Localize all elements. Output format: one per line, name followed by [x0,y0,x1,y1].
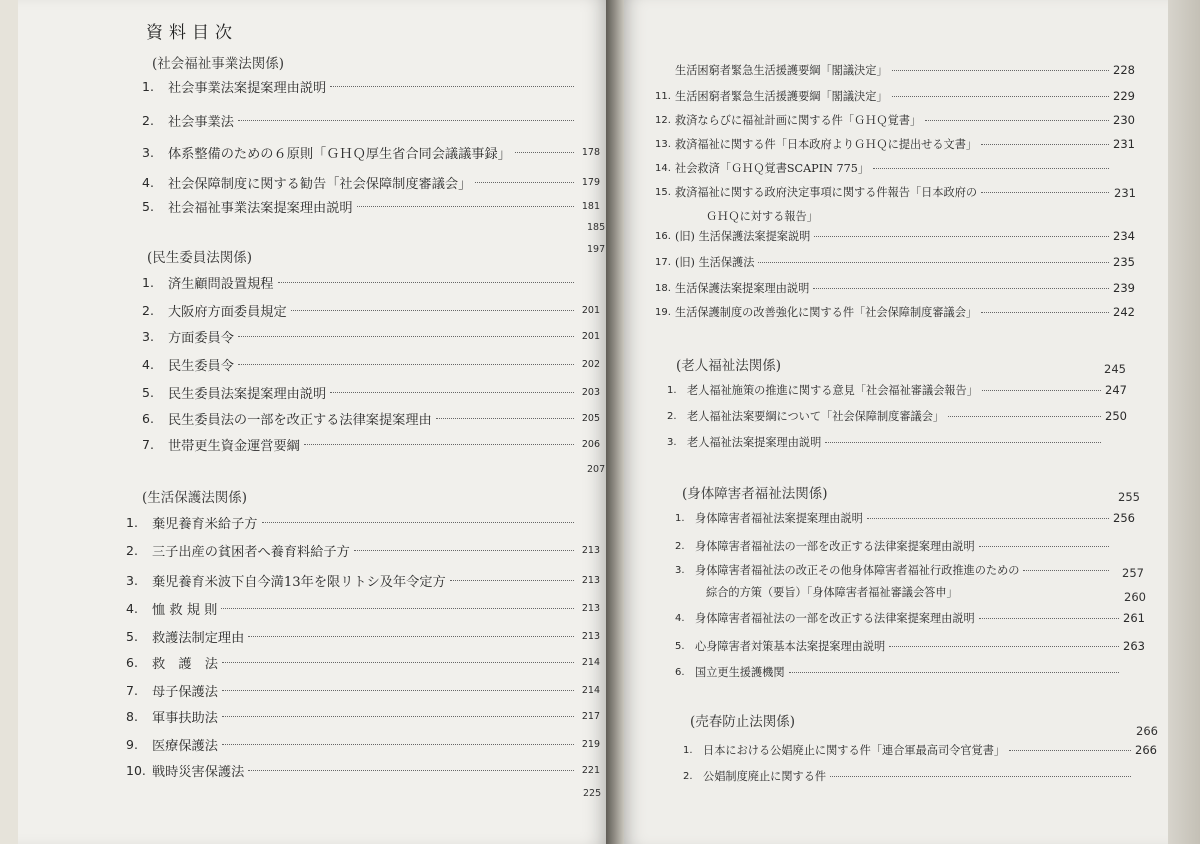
entry-title: 母子保護法 [152,684,218,700]
entry-title: 棄児養育米給子方 [152,516,258,532]
entry-page: 256 [1113,511,1135,525]
leader-dots [450,580,574,581]
entry-title: 済生顧問設置規程 [168,276,274,292]
toc-entry [142,76,600,96]
entry-title: 戦時災害保護法 [152,764,245,780]
entry-title: 恤 救 規 則 [152,602,218,618]
toc-entry [675,508,1135,528]
leader-dots [248,636,574,637]
entry-number: 3. [126,572,138,588]
entry-title: 老人福祉法案提案理由説明 [687,436,822,449]
toc-entry [126,652,600,672]
entry-number: 15. [655,186,671,198]
leader-dots [979,618,1119,619]
toc-entry [655,182,1135,202]
leader-dots [330,86,574,87]
entry-number: 4. [142,174,154,190]
entry-page: 201 [581,304,600,316]
entry-number: 1. [126,514,138,530]
leader-dots [436,418,574,419]
leader-dots [238,364,574,365]
entry-page: 231 [1113,137,1135,151]
section-heading: (売春防止法関係) [690,714,796,730]
page-number: 207 [587,464,606,475]
entry-continuation: ＧＨＱに対する報告」 [706,210,818,223]
entry-page: 178 [581,146,600,158]
toc-entry [655,86,1135,106]
entry-title: 公娼制度廃止に関する件 [703,770,827,783]
page-number: 260 [1124,590,1146,604]
toc-entry [126,598,600,618]
entry-number: 2. [667,410,677,422]
entry-title: 棄児養育米波下自今満13年を限リトシ及年令定方 [152,574,446,590]
entry-number: 5. [142,198,154,214]
entry-page: 179 [581,176,600,188]
toc-entry [655,302,1135,322]
leader-dots [354,550,574,551]
leader-dots [221,608,574,609]
toc-entry [655,278,1135,298]
page-number: 231 [1114,186,1136,200]
leader-dots [515,152,574,153]
entry-page: 213 [581,574,600,586]
leader-dots [222,690,574,691]
section-heading: (生活保護法関係) [142,490,248,506]
entry-title: 身体障害者福祉法案提案理由説明 [695,512,863,525]
leader-dots [814,236,1109,237]
entry-number: 10. [126,762,146,778]
leader-dots [825,442,1101,443]
entry-title: 身体障害者福祉法の一部を改正する法律案提案理由説明 [695,540,975,553]
entry-page: 202 [581,358,600,370]
entry-number: 14. [655,162,671,174]
entry-title: 社会事業法案提案理由説明 [168,80,327,96]
toc-entry [126,760,600,780]
entry-title: 生活保護法案提案理由説明 [675,282,810,295]
entry-page: 235 [1113,255,1135,269]
leader-dots [830,776,1131,777]
leader-dots [248,770,574,771]
leader-dots [475,182,574,183]
entry-page: 219 [581,738,600,750]
entry-page: 261 [1123,611,1145,625]
entry-title: 三子出産の貧困者へ養育料給子方 [152,544,350,560]
page-number: 257 [1122,566,1144,580]
leader-dots [238,120,574,121]
page-number: 255 [1118,490,1140,504]
entry-title: 老人福祉法案要綱について「社会保障制度審議会」 [687,410,945,423]
entry-title: 日本における公娼廃止に関する件「連合軍最高司令官覚書」 [703,744,1006,757]
toc-entry [126,734,600,754]
entry-number: 3. [675,564,685,576]
entry-number: 16. [655,230,671,242]
section-heading: (民生委員法関係) [147,250,253,266]
toc-entry [667,432,1127,452]
page-number: 197 [587,244,606,255]
entry-number: 13. [655,138,671,150]
entry-title: (旧) 生活保護法案提案説明 [675,230,811,243]
entry-title: 社会福祉事業法案提案理由説明 [168,200,353,216]
entry-title: 社会救済「ＧＨＱ覚書SCAPIN 775」 [675,162,870,175]
toc-entry [683,740,1157,760]
entry-number: 2. [142,112,154,128]
toc-entry [655,226,1135,246]
toc-entry [142,382,600,402]
leader-dots [357,206,574,207]
entry-number: 19. [655,306,671,318]
entry-number: 2. [126,542,138,558]
entry-number: 1. [683,744,693,756]
entry-page: 228 [1113,63,1135,77]
entry-page: 239 [1113,281,1135,295]
toc-entry [675,560,1135,580]
entry-page: 181 [581,200,600,212]
toc-entry [142,434,600,454]
entry-page: 250 [1105,409,1127,423]
leader-dots [892,96,1109,97]
entry-number: 4. [675,612,685,624]
leader-dots [925,120,1109,121]
entry-number: 1. [142,78,154,94]
entry-number: 7. [142,436,154,452]
entry-title: 救済福祉に関する政府決定事項に関する件報告「日本政府の [675,186,978,199]
entry-page: 234 [1113,229,1135,243]
entry-title: 身体障害者福祉法の改正その他身体障害者福祉行政推進のための [695,564,1020,577]
entry-page: 214 [581,656,600,668]
entry-number: 6. [675,666,685,678]
toc-entry [142,354,600,374]
toc-entry [126,512,600,532]
toc-entry [142,408,600,428]
entry-page: 242 [1113,305,1135,319]
page-edge-left [0,0,18,844]
entry-page: 201 [581,330,600,342]
leader-dots [1023,570,1109,571]
toc-entry [667,380,1127,400]
leader-dots [222,744,574,745]
entry-number: 18. [655,282,671,294]
toc-entry [675,608,1145,628]
entry-number: 5. [675,640,685,652]
entry-title: 民生委員法案提案理由説明 [168,386,327,402]
entry-title: 軍事扶助法 [152,710,218,726]
toc-entry [683,766,1157,786]
entry-page: 214 [581,684,600,696]
section-heading: (老人福祉法関係) [676,358,782,374]
entry-number: 6. [142,410,154,426]
toc-entry [142,196,600,216]
entry-title: 生活困窮者緊急生活援護要綱「閣議決定」 [675,90,888,103]
toc-entry [675,636,1145,656]
entry-page: 263 [1123,639,1145,653]
entry-number: 3. [142,144,154,160]
toc-entry [126,680,600,700]
toc-entry [142,300,600,320]
toc-entry [655,252,1135,272]
toc-entry [667,406,1127,426]
toc-entry [675,662,1145,682]
entry-page: 229 [1113,89,1135,103]
leader-dots [262,522,575,523]
entry-title: 民生委員法の一部を改正する法律案提案理由 [168,412,432,428]
toc-entry [142,272,600,292]
book-gutter [606,0,624,844]
entry-page: 247 [1105,383,1127,397]
entry-title: 方面委員令 [168,330,234,346]
leader-dots [873,168,1109,169]
toc-entry [655,134,1135,154]
entry-page: 221 [581,764,600,776]
toc-entry [142,172,600,192]
entry-number: 2. [683,770,693,782]
entry-page: 213 [581,630,600,642]
entry-title: (旧) 生活保護法 [675,256,755,269]
entry-page: 230 [1113,113,1135,127]
entry-number: 11. [655,90,671,102]
entry-title: 救済福祉に関する件「日本政府よりＧＨＱに提出せる文書」 [675,138,978,151]
entry-number: 2. [142,302,154,318]
leader-dots [892,70,1109,71]
page-number: 225 [583,788,602,799]
leader-dots [982,390,1101,391]
entry-number: 5. [126,628,138,644]
toc-entry [655,158,1135,178]
entry-title: 救 護 法 [152,656,218,672]
entry-title: 救護法制定理由 [152,630,245,646]
entry-page: 205 [581,412,600,424]
section-heading: (社会福祉事業法関係) [152,56,285,72]
leader-dots [789,672,1119,673]
page-title: 資料目次 [146,23,238,43]
entry-title: 医療保護法 [152,738,218,754]
entry-page: 213 [581,602,600,614]
entry-page: 206 [581,438,600,450]
entry-number: 3. [142,328,154,344]
entry-number: 5. [142,384,154,400]
entry-title: 社会保障制度に関する勧告「社会保障制度審議会」 [168,176,472,192]
leader-dots [238,336,574,337]
entry-number: 1. [675,512,685,524]
page-number: 185 [587,222,606,233]
entry-title: 社会事業法 [168,114,234,130]
entry-number: 6. [126,654,138,670]
entry-number: 7. [126,682,138,698]
leader-dots [1009,750,1131,751]
leader-dots [291,310,574,311]
toc-entry [126,706,600,726]
leader-dots [222,662,574,663]
toc-entry [675,536,1135,556]
entry-number: 2. [675,540,685,552]
leader-dots [979,546,1109,547]
entry-title: 救済ならびに福祉計画に関する件「ＧＨＱ覚書」 [675,114,922,127]
entry-title: 生活保護制度の改善強化に関する件「社会保障制度審議会」 [675,306,978,319]
entry-title: 体系整備のための６原則「ＧＨＱ厚生省合同会議議事録」 [168,146,511,162]
entry-number: 3. [667,436,677,448]
entry-title: 老人福祉施策の推進に関する意見「社会福祉審議会報告」 [687,384,978,397]
toc-entry [126,570,600,590]
leader-dots [889,646,1119,647]
entry-number: 8. [126,708,138,724]
entry-title: 生活困窮者緊急生活援護要綱「閣議決定」 [675,64,888,77]
entry-number: 12. [655,114,671,126]
entry-number: 1. [142,274,154,290]
leader-dots [330,392,574,393]
entry-number: 9. [126,736,138,752]
entry-title: 国立更生援護機関 [695,666,785,679]
entry-title: 民生委員令 [168,358,234,374]
entry-number: 4. [142,356,154,372]
toc-entry [126,540,600,560]
entry-continuation: 綜合的方策（要旨）「身体障害者福祉審議会答申」 [706,586,958,599]
leader-dots [981,192,1109,193]
page-edge-right [1168,0,1200,844]
entry-title: 大阪府方面委員規定 [168,304,287,320]
leader-dots [981,312,1109,313]
entry-title: 世帯更生資金運営要綱 [168,438,300,454]
entry-number: 1. [667,384,677,396]
leader-dots [948,416,1101,417]
leader-dots [813,288,1109,289]
toc-entry [142,142,600,162]
toc-entry [142,110,600,130]
entry-page: 217 [581,710,600,722]
leader-dots [278,282,575,283]
entry-page: 266 [1135,743,1157,757]
entry-number: 17. [655,256,671,268]
leader-dots [758,262,1109,263]
entry-title: 身体障害者福祉法の一部を改正する法律案提案理由説明 [695,612,975,625]
leader-dots [867,518,1109,519]
entry-page: 203 [581,386,600,398]
toc-entry [655,110,1135,130]
toc-entry [126,626,600,646]
entry-number: 4. [126,600,138,616]
entry-page: 213 [581,544,600,556]
toc-entry [142,326,600,346]
leader-dots [981,144,1109,145]
leader-dots [304,444,574,445]
page-number: 266 [1136,724,1158,738]
page-number: 245 [1104,362,1126,376]
section-heading: (身体障害者福祉法関係) [682,486,828,502]
toc-entry [655,60,1135,80]
leader-dots [222,716,574,717]
entry-title: 心身障害者対策基本法案提案理由説明 [695,640,886,653]
